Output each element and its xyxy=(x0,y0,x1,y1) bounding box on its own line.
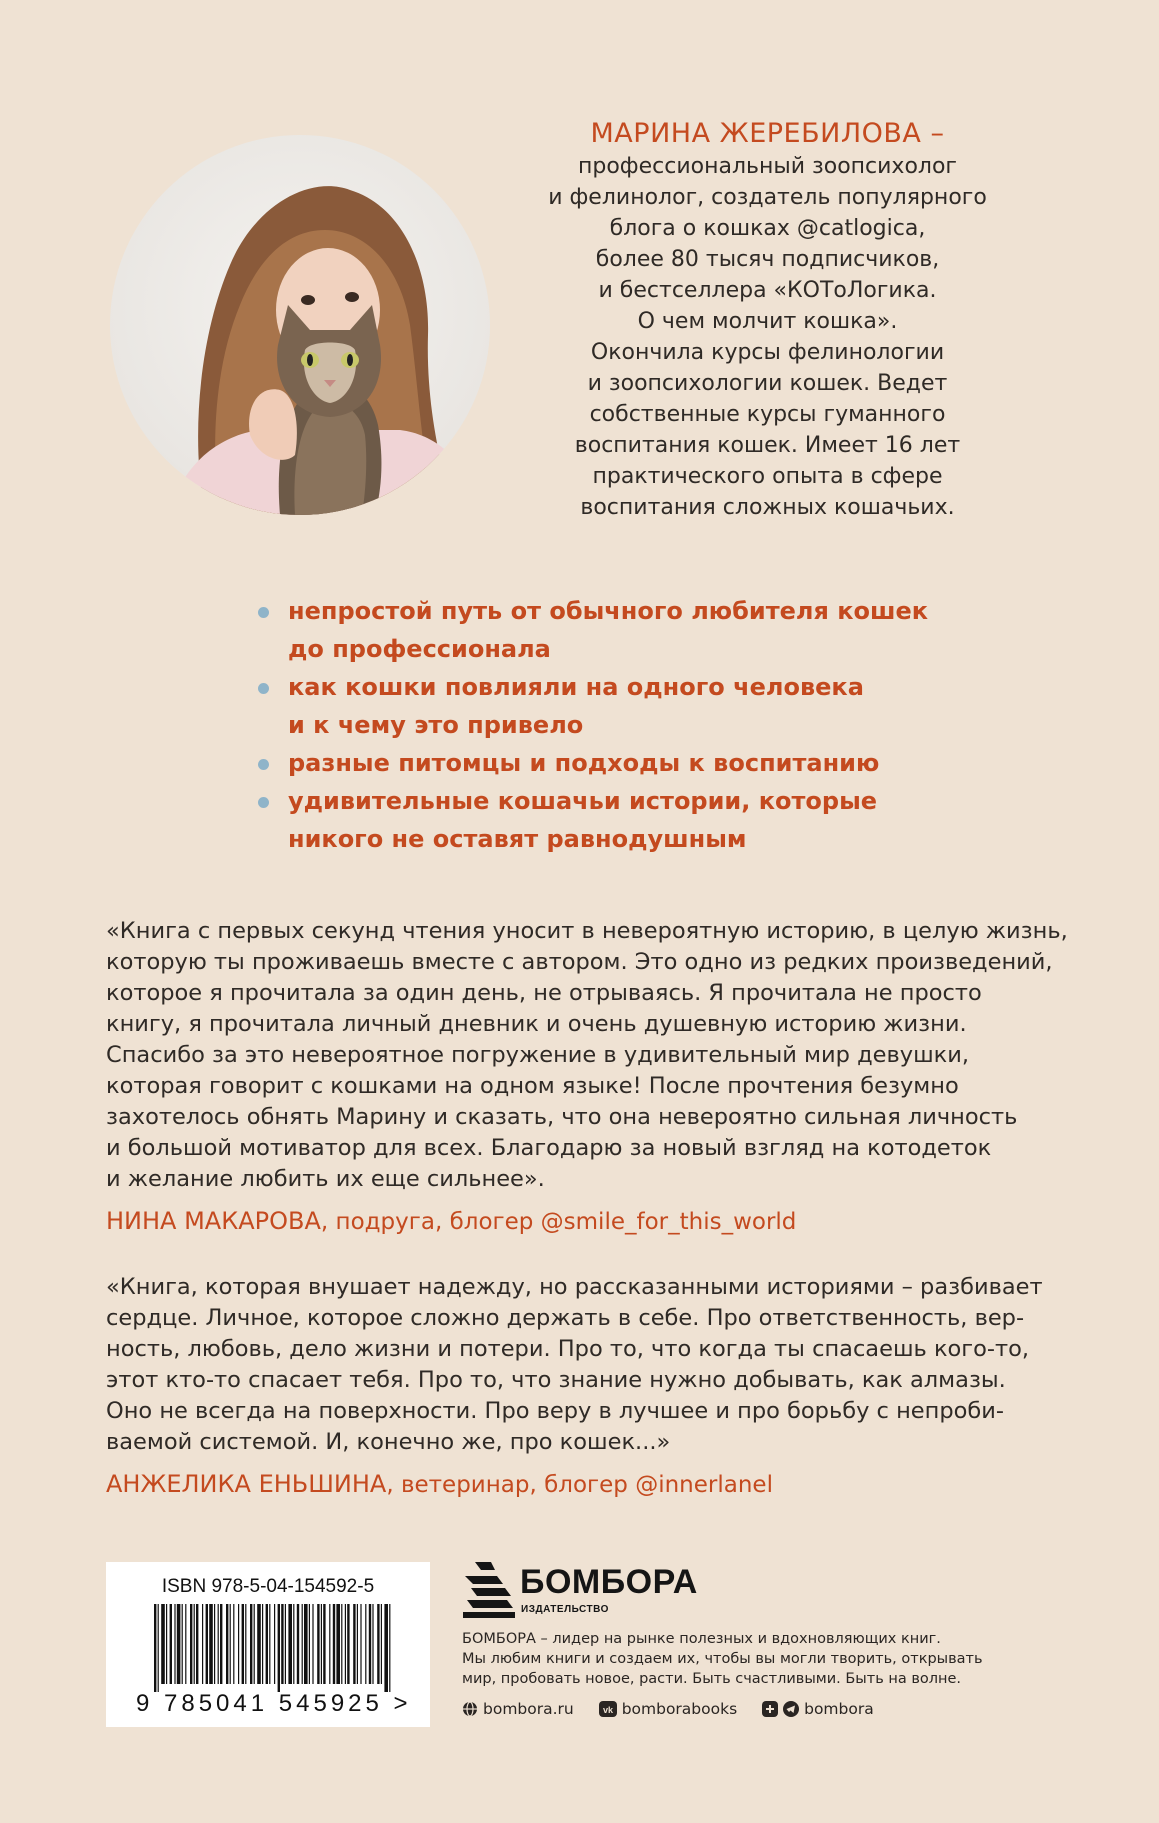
barcode-bar xyxy=(309,1604,310,1684)
bio-line: более 80 тысяч подписчиков, xyxy=(595,247,940,272)
barcode-bar xyxy=(304,1604,308,1684)
barcode-bar xyxy=(245,1604,246,1684)
barcode-bar xyxy=(317,1604,319,1684)
isbn-label: ISBN 978-5-04-154592-5 xyxy=(161,1576,375,1597)
barcode-bar xyxy=(230,1604,231,1684)
author-photo xyxy=(110,135,490,515)
bio-line: О чем молчит кошка». xyxy=(637,309,898,334)
barcode-bar xyxy=(233,1604,234,1684)
bio-line: и фелинолог, создатель популярного xyxy=(548,185,987,210)
barcode-bar xyxy=(182,1604,183,1684)
barcode-bar xyxy=(360,1604,361,1684)
social-link[interactable]: bombora xyxy=(762,1700,874,1718)
bio-line: и бестселлера «КОТоЛогика. xyxy=(598,278,937,303)
barcode-bar xyxy=(347,1604,349,1684)
bullet-dot-icon xyxy=(258,759,269,770)
barcode-bar xyxy=(357,1604,358,1684)
barcode-bar xyxy=(293,1604,294,1684)
barcode-bar xyxy=(202,1604,203,1684)
barcode-bar xyxy=(220,1604,222,1684)
bombora-logo-icon xyxy=(461,1558,517,1620)
barcode-bar xyxy=(158,1604,159,1692)
barcode-bar xyxy=(381,1604,382,1684)
bio-line: блога о кошках @catlogica, xyxy=(609,216,926,241)
barcode-bar xyxy=(209,1604,213,1684)
barcode-bar xyxy=(185,1604,186,1684)
barcode-box xyxy=(106,1562,430,1727)
barcode-bar xyxy=(384,1604,388,1692)
barcode-bar xyxy=(281,1604,283,1684)
bio-line: воспитания кошек. Имеет 16 лет xyxy=(574,433,961,458)
barcode-bar xyxy=(288,1604,292,1684)
barcode-bar xyxy=(177,1604,181,1684)
telegram-icon xyxy=(783,1701,799,1717)
vk-icon xyxy=(599,1701,617,1717)
bio-line: Окончила курсы фелинологии xyxy=(590,340,945,365)
barcode-bar xyxy=(226,1604,228,1684)
bio-line: практического опыта в сфере xyxy=(592,464,943,489)
barcode-bar xyxy=(250,1604,252,1684)
review-attribution-2 xyxy=(106,1470,773,1498)
svg-text:vk: vk xyxy=(602,1705,613,1715)
barcode-bar xyxy=(161,1604,165,1684)
author-with-cat-illustration xyxy=(110,135,490,515)
barcode-bar xyxy=(365,1604,366,1684)
bullet-dot-icon xyxy=(258,797,269,808)
barcode-bar xyxy=(377,1604,379,1684)
review-attribution-1 xyxy=(106,1207,796,1235)
bullet-dot-icon xyxy=(258,607,269,618)
barcode-bar xyxy=(302,1604,303,1684)
barcode-bar xyxy=(174,1604,175,1684)
barcode-bar xyxy=(353,1604,355,1684)
barcode-bar xyxy=(321,1604,322,1684)
globe-icon xyxy=(462,1701,478,1717)
bullet-item: как кошки повлияли на одного человека и к чему это привело xyxy=(258,668,1018,744)
barcode-bar xyxy=(333,1604,335,1684)
publisher-links xyxy=(462,1700,894,1721)
bullet-item: непростой путь от обычного любителя кошек до профессионала xyxy=(258,592,1018,668)
website-link[interactable]: bombora.ru xyxy=(462,1700,574,1718)
barcode-bar xyxy=(262,1604,263,1684)
publisher-description: БОМБОРА – лидер на рынке полезных и вдохновляющих книг. Мы любим книги и создаем их, чтобы вы могли творить, открывать мир, пробовать новое, расти. Быть счастливыми. Быть на волне. xyxy=(462,1631,983,1687)
barcode-bar xyxy=(218,1604,219,1684)
author-name: МАРИНА ЖЕРЕБИЛОВА xyxy=(590,118,922,149)
barcode-bar xyxy=(372,1604,373,1684)
barcode-bar xyxy=(389,1604,390,1692)
plus-icon xyxy=(762,1701,778,1717)
bullet-item: разные питомцы и подходы к воспитанию xyxy=(258,744,1018,782)
barcode-bar xyxy=(369,1604,371,1684)
feature-bullets xyxy=(258,592,1018,858)
barcode-bar xyxy=(238,1604,239,1684)
reviewer-name: АНЖЕЛИКА ЕНЬШИНА xyxy=(106,1470,387,1498)
author-bio: МАРИНА ЖЕРЕБИЛОВА – профессиональный зоопсихолог и фелинолог, создатель популярного блога о кошках @catlogica, более 80 тысяч подписчиков, и бестселлера «КОТоЛогика. О чем молчит кошка». Окончила курсы фелинологии и зоопсихологии кошек. Ведет собственные курсы гуманного воспитания кошек. Имеет 16 лет практического опыта в сфере воспитания сложных кошачьих. xyxy=(545,118,990,523)
bio-line: собственные курсы гуманного xyxy=(589,402,946,427)
barcode-bar xyxy=(336,1604,340,1684)
barcode-bar xyxy=(190,1604,192,1684)
barcode-bar xyxy=(194,1604,195,1684)
barcode-bar xyxy=(278,1604,280,1692)
barcode-bar xyxy=(341,1604,342,1684)
barcode-bar xyxy=(214,1604,215,1684)
reviewer-name: НИНА МАКАРОВА xyxy=(106,1207,321,1235)
barcode-bar xyxy=(345,1604,346,1684)
barcode-bar xyxy=(257,1604,261,1684)
barcode-bar xyxy=(312,1604,313,1684)
reviewer-role: , ветеринар, блогер @innerlanel xyxy=(386,1472,773,1498)
review-quote-2: «Книга, которая внушает надежду, но рассказанными историями – разбивает сердце. Личное, которое сложно держать в себе. Про ответственность, вер- ность, любовь, дело жизни и потери. Про то, что когда ты спасаешь кого-то, этот кто-то спасает тебя. Про то, что знание нужно добывать, как алмазы. Оно не всегда на поверхности. Про веру в лучшее и про борьбу с непроби- ваемой системой. И, конечно же, про кошек...» xyxy=(106,1274,1043,1455)
barcode-bar xyxy=(170,1604,172,1684)
barcode-bar xyxy=(196,1604,198,1684)
barcode-bar xyxy=(285,1604,286,1684)
barcode-bar xyxy=(154,1604,156,1692)
publisher-name: БОМБОРА xyxy=(520,1563,698,1601)
bullet-dot-icon xyxy=(258,683,269,694)
barcode-bar xyxy=(242,1604,244,1684)
bio-line: и зоопсихологии кошек. Ведет xyxy=(587,371,948,396)
barcode-bar xyxy=(206,1604,208,1684)
reviewer-role: , подруга, блогер @smile_for_this_world xyxy=(320,1209,797,1235)
barcode-bar xyxy=(297,1604,299,1684)
review-quote-1: «Книга с первых секунд чтения уносит в невероятную историю, в целую жизнь, которую ты проживаешь вместе с автором. Это одно из редких произведений, которое я прочитала за один день, не отрываясь. Я прочитала не просто книгу, я прочитала личный дневник и очень душевную историю жизни. Спасибо за это невероятное погружение в удивительный мир девушки, которая говорит с кошками на одном языке! После прочтения безумно захотелось обнять Марину и сказать, что она невероятно сильная личность и большой мотиватор для всех. Благодарю за новый взгляд на котодеток и желание любить их еще сильнее». xyxy=(106,918,1068,1192)
barcode-bar xyxy=(274,1604,275,1684)
barcode-bar xyxy=(166,1604,167,1684)
barcode-bars xyxy=(154,1604,394,1692)
barcode-bar xyxy=(266,1604,268,1684)
bullet-item: удивительные кошачьи истории, которые никого не оставят равнодушным xyxy=(258,782,1018,858)
bio-line: воспитания сложных кошачьих. xyxy=(580,495,955,520)
barcode-bar xyxy=(269,1604,270,1684)
publisher-subtitle: ИЗДАТЕЛЬСТВО xyxy=(521,1604,609,1615)
barcode-digits: 9 785041 545925 > xyxy=(136,1690,412,1717)
vk-link[interactable]: vk bomborabooks xyxy=(599,1700,737,1718)
barcode-bar xyxy=(254,1604,255,1684)
barcode-bar xyxy=(329,1604,330,1684)
bio-line: профессиональный зоопсихолог xyxy=(578,154,957,179)
barcode-bar xyxy=(323,1604,325,1684)
